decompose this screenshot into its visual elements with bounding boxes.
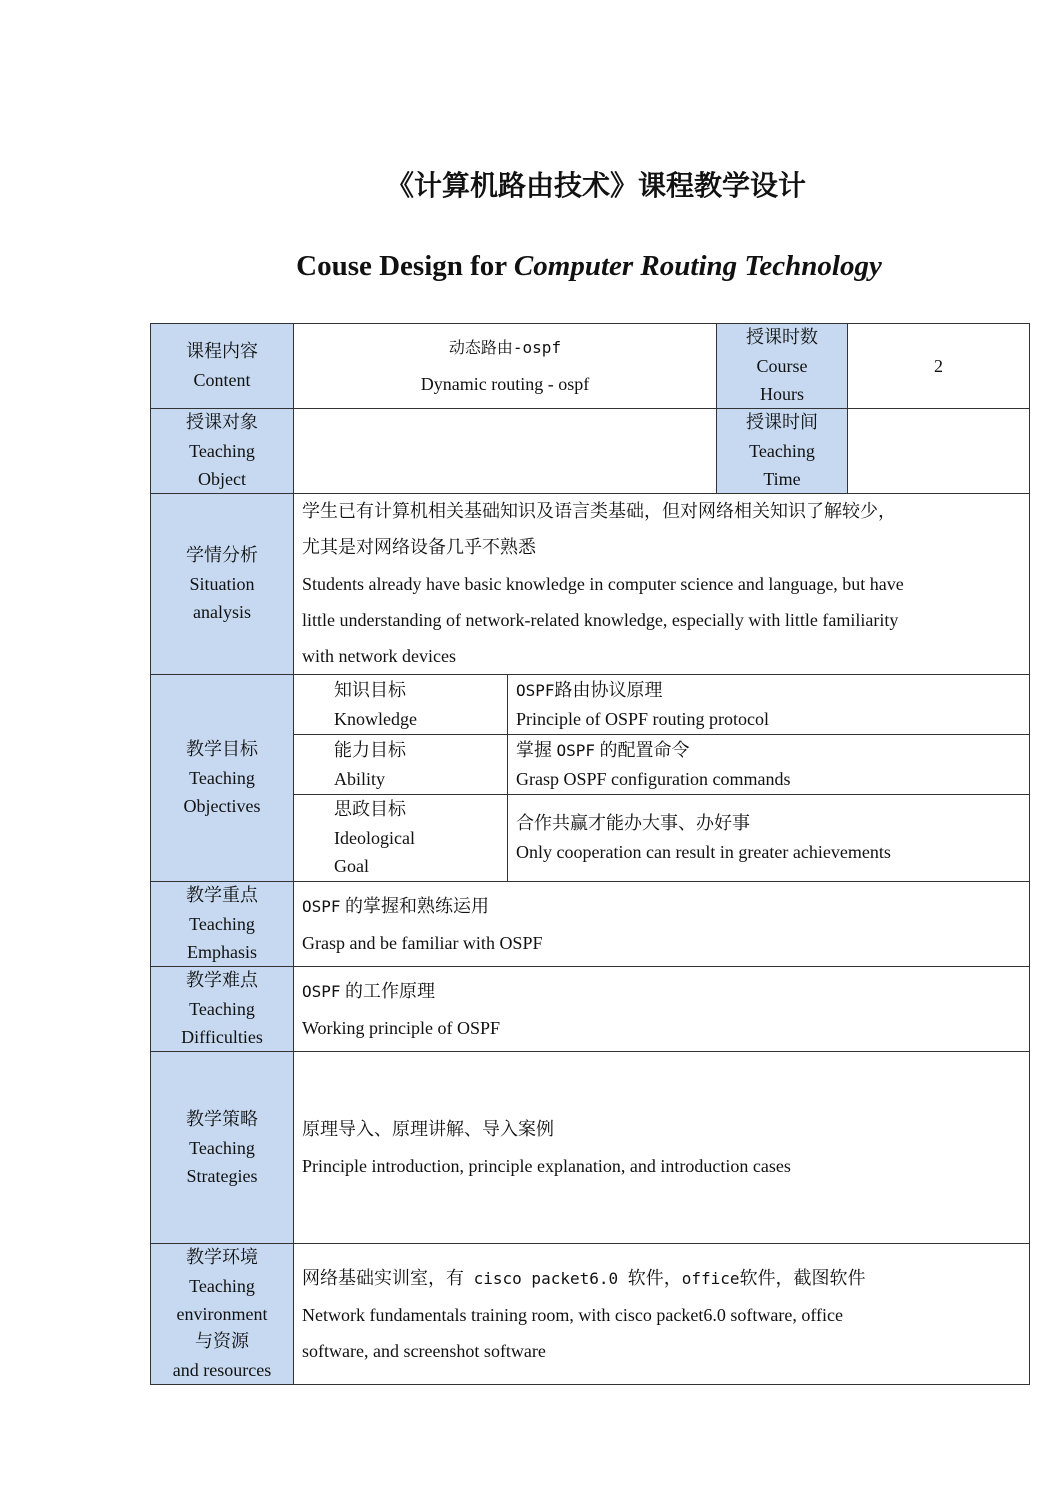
title-en-prefix: Couse Design for [296, 250, 507, 282]
page-title-english [0, 250, 1059, 283]
objective-ability-value: 掌握 OSPF 的配置命令 Grasp OSPF configuration commands [508, 735, 1030, 795]
value-teaching-emphasis: OSPF 的掌握和熟练运用 Grasp and be familiar with OSPF [294, 882, 1030, 967]
value-teaching-time [848, 409, 1030, 494]
value-content: 动态路由-ospf Dynamic routing - ospf [294, 324, 717, 409]
objective-ability-label: 能力目标 Ability [294, 735, 508, 795]
course-design-table [150, 323, 1030, 1385]
row-teaching-environment [151, 1244, 1030, 1385]
value-teaching-strategies: 原理导入、原理讲解、导入案例 Principle introduction, principle explanation, and introduction cases [294, 1052, 1030, 1244]
label-teaching-time: 授课时间 Teaching Time [717, 409, 848, 494]
label-teaching-emphasis: 教学重点 Teaching Emphasis [151, 882, 294, 967]
row-teaching-difficulties [151, 967, 1030, 1052]
row-teaching-strategies [151, 1052, 1030, 1244]
label-teaching-environment: 教学环境 Teaching environment 与资源 and resources [151, 1244, 294, 1385]
label-teaching-object: 授课对象 Teaching Object [151, 409, 294, 494]
objective-knowledge-value: OSPF路由协议原理 Principle of OSPF routing protocol [508, 675, 1030, 735]
objectives-subtable-cell [294, 675, 1030, 882]
objective-ideological-value: 合作共赢才能办大事、办好事 Only cooperation can result in greater achievements [516, 813, 891, 862]
value-teaching-object [294, 409, 717, 494]
label-teaching-difficulties: 教学难点 Teaching Difficulties [151, 967, 294, 1052]
label-course-hours: 授课时数 Course Hours [717, 324, 848, 409]
title-en-course-name: Computer Routing Technology [513, 250, 882, 282]
objectives-subtable [294, 675, 1029, 881]
label-content: 课程内容 Content [151, 324, 294, 409]
objective-ideological [294, 795, 1029, 882]
row-teaching-objectives [151, 675, 1030, 882]
objective-ideological-label: 思政目标 Ideological Goal [294, 795, 508, 882]
value-teaching-difficulties: OSPF 的工作原理 Working principle of OSPF [294, 967, 1030, 1052]
objective-knowledge-label: 知识目标 Knowledge [294, 675, 508, 735]
label-teaching-strategies: 教学策略 Teaching Strategies [151, 1052, 294, 1244]
objective-knowledge [294, 675, 1029, 735]
row-teaching-object [151, 409, 1030, 494]
value-teaching-environment: 网络基础实训室，有 cisco packet6.0 软件，office软件，截图软件 Network fundamentals training room, with cisco packet6.0 software, office software, and screenshot software [294, 1244, 1030, 1385]
row-situation-analysis [151, 494, 1030, 675]
row-content [151, 324, 1030, 409]
objective-ability [294, 735, 1029, 795]
row-teaching-emphasis [151, 882, 1030, 967]
label-situation-analysis: 学情分析 Situation analysis [151, 494, 294, 675]
value-situation-analysis: 学生已有计算机相关基础知识及语言类基础，但对网络相关知识了解较少， 尤其是对网络设备几乎不熟悉 Students already have basic knowledge in computer science and language, but have little understanding of network-related knowledge, especially with little familiarity with network devices [294, 494, 1030, 675]
page-title-chinese: 《计算机路由技术》课程教学设计 [385, 169, 806, 202]
value-course-hours: 2 [848, 324, 1030, 409]
label-teaching-objectives: 教学目标 Teaching Objectives [151, 675, 294, 882]
